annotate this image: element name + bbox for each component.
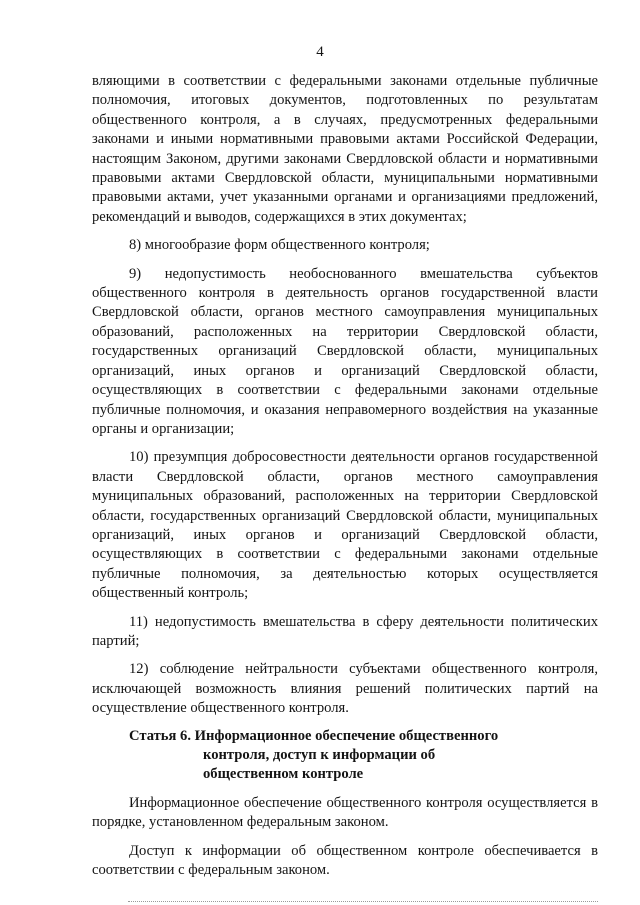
article-heading-line-1: Статья 6. Информационное обеспечение общественного xyxy=(129,727,499,744)
paragraph-continuation: вляющими в соответствии с федеральными законами отдельные публичные полномочия, итоговых документов, подготовленных по результатам общественного контроля, а в случаях, предусмотренных федеральными законами и иными нормативными правовыми актами Российской Федерации, настоящим Законом, другими законами Свердловской области и нормативными правовыми актами Свердловской области, муниципальными нормативными правовыми актами, учет указанными органами и организациями предложений, рекомендаций и выводов, содержащихся в этих документах; xyxy=(92,73,598,225)
article-heading-line-2: контроля, доступ к информации об xyxy=(203,747,436,763)
list-item-11: 11) недопустимость вмешательства в сферу деятельности политических партий; xyxy=(92,613,598,649)
article-heading xyxy=(92,727,598,785)
article-paragraph-1: Информационное обеспечение общественного контроля осуществляется в порядке, установленном федеральным законом. xyxy=(92,794,598,831)
document-body xyxy=(92,72,598,880)
article-paragraph-2: Доступ к информации об общественном контроле обеспечивается в соответствии с федеральным законом. xyxy=(92,842,598,879)
scan-edge-line xyxy=(128,901,598,902)
list-item-9: 9) недопустимость необоснованного вмешательства субъектов общественного контроля в деятельность органов государственной власти Свердловской области, органов местного самоуправления муниципальных образований, расположенных на территории Свердловской области, государственных организаций Свердловской области, муниципальных организаций, иных органов и организаций Свердловской области, осуществляющих в соответствии с федеральными законами отдельные публичные полномочия, и оказания неправомерного воздействия на указанные органы и организации; xyxy=(92,265,598,437)
list-item-10: 10) презумпция добросовестности деятельности органов государственной власти Свердловской области, органов местного самоуправления муниципальных образований, расположенных на территории Свердловской области, государственных организаций Свердловской области, муниципальных организаций, иных органов и организаций Свердловской области, осуществляющих в соответствии с федеральными законами отдельные публичные полномочия, за деятельностью которых осуществляется общественный контроль; xyxy=(92,449,598,602)
list-item-12: 12) соблюдение нейтральности субъектами общественного контроля, исключающей возможность влияния решений политических партий на осуществление общественного контроля. xyxy=(92,661,598,717)
list-item-8: 8) многообразие форм общественного контроля; xyxy=(129,237,430,254)
page-number: 4 xyxy=(316,44,324,60)
article-heading-line-3: общественном контроле xyxy=(203,766,364,783)
